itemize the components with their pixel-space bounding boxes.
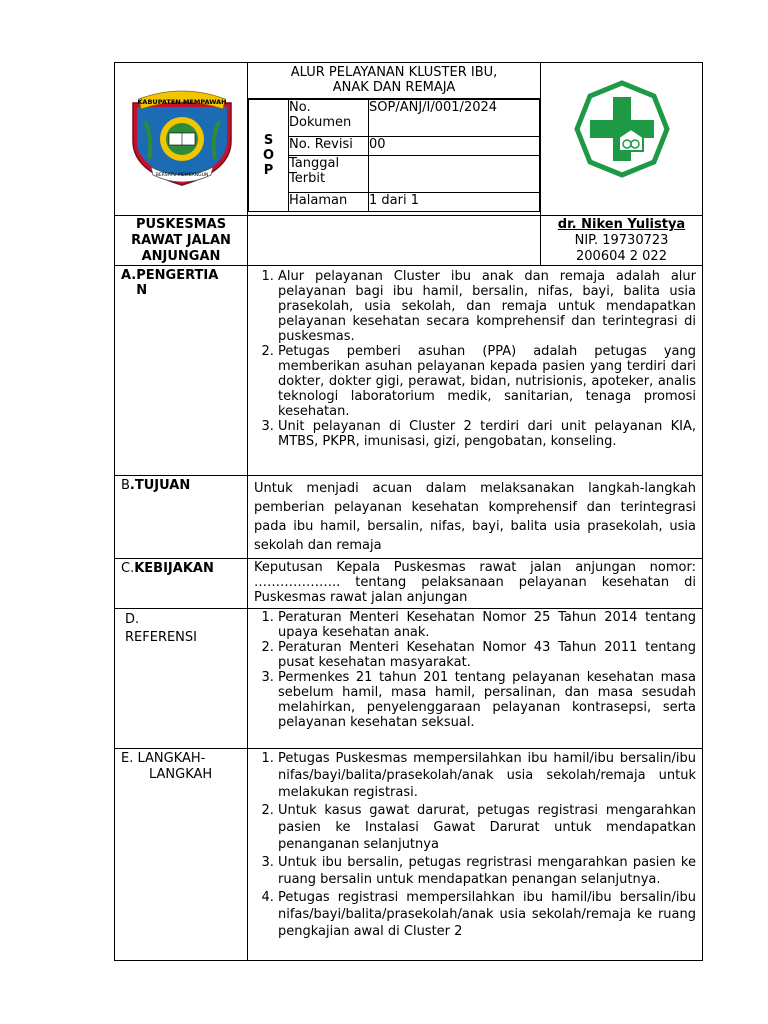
field-label: Halaman (289, 192, 369, 211)
list-item: 2. Petugas pemberi asuhan (PPA) adalah petugas yang memberikan asuhan pelayanan kepada pasien yang terdiri dari dokter, dokter gigi, perawat, bidan, nutrisionis, apoteker, analis teknologi laboratorium medik, sanitarian, tenaga promosi kesehatan. (278, 344, 696, 419)
list-item: 2. Peraturan Menteri Kesehatan Nomor 43 Tahun 2011 tentang pusat kesehatan masyarakat. (278, 640, 696, 670)
field-label: No. Dokumen (289, 100, 369, 137)
list-item: 4. Petugas registrasi mempersilahkan ibu hamil/ibu bersalin/ibu nifas/bayi/balita/prasekolah/anak usia sekolah/remaja ke ruang pengkajian awal di Cluster 2 (278, 889, 696, 940)
section-referensi (115, 609, 703, 749)
section-tujuan (115, 476, 703, 559)
sop-document (114, 62, 703, 961)
emblem-bottom-text: BERSATU MEMBANGUN (155, 173, 209, 178)
signer-nip-cont: 200604 2 022 (576, 249, 667, 264)
langkah-list (254, 750, 696, 940)
section-pengertian (115, 266, 703, 476)
title-line-1: ALUR PELAYANAN KLUSTER IBU, (290, 65, 498, 80)
section-content (248, 266, 703, 476)
section-langkah (115, 749, 703, 961)
title-cell (248, 63, 541, 216)
title-line-2: ANAK DAN REMAJA (332, 80, 456, 95)
pengertian-list (254, 269, 696, 449)
section-label: A. PENGERTIA N (115, 266, 248, 476)
referensi-list (254, 610, 696, 730)
section-content (248, 609, 703, 749)
field-value (369, 155, 540, 192)
tujuan-text: Untuk menjadi acuan dalam melaksanakan langkah-langkah pemberian pelayanan kesehatan komprehensif dan terintegrasi pada ibu hamil, bersalin, nifas, bayi, balita usia prasekolah, usia sekolah dan remaja (248, 476, 703, 559)
signer-nip: NIP. 19730723 (574, 233, 669, 248)
section-kebijakan (115, 559, 703, 609)
section-label: C.KEBIJAKAN (115, 559, 248, 609)
field-label: No. Revisi (289, 136, 369, 155)
field-value: 00 (369, 136, 540, 155)
document-title (248, 63, 540, 99)
section-label: D. REFERENSI (115, 609, 248, 749)
list-item: 3. Permenkes 21 tahun 201 tentang pelayanan kesehatan masa sebelum hamil, masa hamil, persalinan, dan masa sesudah melahirkan, penyelenggaraan pelayanan kontrasepsi, serta pelayanan kesehatan seksual. (278, 670, 696, 730)
sop-label: SO P (249, 100, 289, 212)
kebijakan-text: Keputusan Kepala Puskesmas rawat jalan anjungan nomor: ……………….. tentang pelaksanaan pelayanan kesehatan di Puskesmas rawat jalan anjungan (248, 559, 703, 609)
regency-emblem-icon (115, 63, 248, 211)
list-item: 1. Peraturan Menteri Kesehatan Nomor 25 Tahun 2014 tentang upaya kesehatan anak. (278, 610, 696, 640)
list-item: 1. Alur pelayanan Cluster ibu anak dan remaja adalah alur pelayanan bagi ibu hamil, bersalin, nifas, bayi, balita usia prasekolah, usia sekolah, dan remaja untuk mendapatkan pelayanan kesehatan secara komprehensif dan terintegrasi di puskesmas. (278, 269, 696, 344)
header-row (115, 63, 703, 216)
list-item: 3. Untuk ibu bersalin, petugas regristrasi mengarahkan pasien ke ruang bersalin untuk mendapatkan penangan selanjutnya. (278, 854, 696, 888)
section-label: E. LANGKAH- LANGKAH (115, 749, 248, 961)
emblem-top-text: KABUPATEN MEMPAWAH (137, 98, 227, 106)
list-item: 1. Petugas Puskesmas mempersilahkan ibu hamil/ibu bersalin/ibu nifas/bayi/balita/prasekolah/anak usia sekolah/remaja untuk melakukan registrasi. (278, 750, 696, 801)
signer-block (541, 216, 703, 266)
health-logo-cell (541, 63, 703, 216)
field-label: Tanggal Terbit (289, 155, 369, 192)
list-item: 2. Untuk kasus gawat darurat, petugas registrasi mengarahkan pasien ke Instalasi Gawat Darurat untuk mendapatkan penanganan selanjutnya (278, 802, 696, 853)
regency-logo-cell (115, 63, 248, 216)
list-item: 3. Unit pelayanan di Cluster 2 terdiri dari unit pelayanan KIA, MTBS, PKPR, imunisasi, gizi, pengobatan, konseling. (278, 419, 696, 449)
signer-name: dr. Niken Yulistya (557, 217, 686, 232)
health-cross-logo-icon (541, 63, 703, 211)
puskesmas-name: PUSKESMAS RAWAT JALAN ANJUNGAN (115, 216, 248, 266)
field-value: 1 dari 1 (369, 192, 540, 211)
section-content (248, 749, 703, 961)
field-value: SOP/ANJ/I/001/2024 (369, 100, 540, 137)
section-label: B.TUJUAN (115, 476, 248, 559)
identity-row (115, 216, 703, 266)
blank-cell (248, 216, 541, 266)
document-info-table (248, 99, 540, 212)
